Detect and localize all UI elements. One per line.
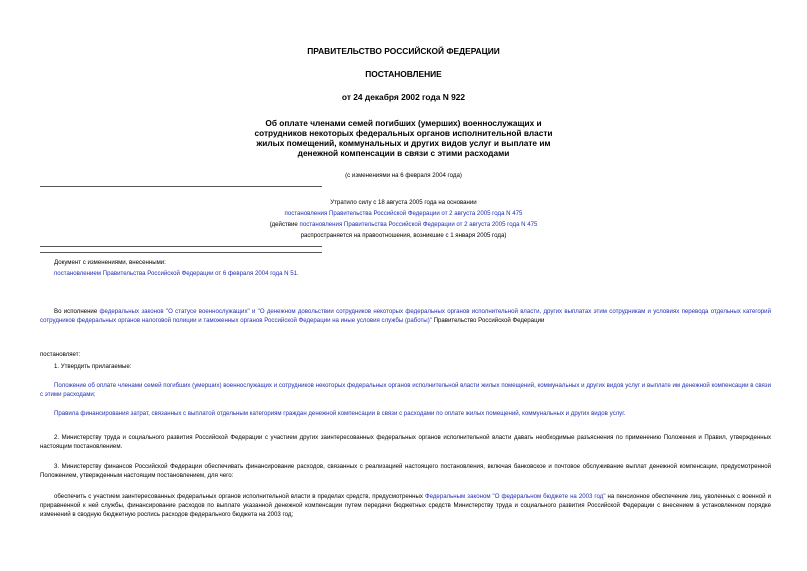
item-3: 3. Министерству финансов Российской Федерации обеспечивать финансирование расходов, связанных с реализацией настоящего постановления, включая банковское и почтовое обслуживание выплат денежной компенсации, предусмотренной Положением, утвержденным настоящим постановлением, для чего: <box>40 463 771 479</box>
approved-regulation-paragraph <box>40 381 771 399</box>
title-line: денежной компенсации в связи с этими расходами <box>297 148 510 158</box>
preamble-paragraph: Во исполнение федеральных законов "О статусе военнослужащих" и "О денежном довольствии сотрудников некоторых федеральных органов исполнительной власти, других выплатах этим сотрудникам и условиях перевода отдельных категорий сотрудников федеральных органов налоговой полиции и таможенных органов Российской Федерации на иные условия службы (работы)" Правительство Российской Федерации <box>40 308 771 324</box>
document-type: ПОСТАНОВЛЕНИЕ <box>365 69 442 79</box>
title-line: Об оплате членами семей погибших (умерших) военнослужащих и <box>265 118 542 128</box>
rules-link[interactable]: Правила финансирования затрат, связанных с выплатой отдельным категориям граждан денежной компенсации в связи с расходами по оплате жилых помещений, коммунальных и других видов услуг. <box>54 410 626 417</box>
amendments-label: Документ с изменениями, внесенными: <box>54 259 166 266</box>
document-title <box>200 118 607 158</box>
document-date-number: от 24 декабря 2002 года N 922 <box>341 92 466 102</box>
item-3-subparagraph: обеспечить с участием заинтересованных федеральных органов исполнительной власти в пределах средств, предусмотренных Федеральным законом "О федеральном бюджете на 2003 год" на пенсионное обеспечение лиц, уволенных с военной и приравненной к ней службы, финансирование расходов по выплате указанной денежной компенсации путем передачи бюджетных средств Министерству труда и социального развития Российской Федерации с внесением в установленном порядке изменений в сводную бюджетную роспись расходов федерального бюджета на 2003 год; <box>40 493 771 518</box>
title-line: сотрудников некоторых федеральных органов исполнительной власти <box>254 128 553 138</box>
item-1: 1. Утвердить прилагаемые: <box>54 363 132 370</box>
budget-law-link[interactable]: Федеральным законом "О федеральном бюджете на 2003 год" <box>424 493 606 500</box>
expiry-block <box>200 197 607 241</box>
expiry-action-line: (действие постановления Правительства Российской Федерации от 2 августа 2005 года N 475 <box>269 221 538 228</box>
item-2: 2. Министерству труда и социального развития Российской Федерации с участием других заинтересованных федеральных органов исполнительной власти давать необходимые разъяснения по применению Положения и Правил, утвержденных настоящим постановлением. <box>40 434 771 450</box>
decrees-line: постановляет: <box>40 351 81 358</box>
government-heading: ПРАВИТЕЛЬСТВО РОССИЙСКОЙ ФЕДЕРАЦИИ <box>307 46 500 56</box>
expiry-action-link[interactable]: постановления Правительства Российской Федерации от 2 августа 2005 года N 475 <box>299 221 538 228</box>
expiry-line: Утратило силу с 18 августа 2005 года на основании <box>330 199 477 206</box>
regulation-link[interactable]: Положение об оплате членами семей погибших (умерших) военнослужащих и сотрудников некоторых федеральных органов исполнительной власти жилых помещений, коммунальных и других видов услуг и выплате им денежной компенсации в связи с этими расходами; <box>40 382 771 398</box>
federal-laws-link[interactable]: федеральных законов "О статусе военнослужащих" и "О денежном довольствии сотрудников некоторых федеральных органов исполнительной власти, других выплатах этим сотрудникам и условиях перевода отдельных категорий сотрудников федеральных органов налоговой полиции и таможенных органов Российской Федерации на иные условия службы (работы)" <box>40 308 771 324</box>
expiry-decree-link[interactable]: постановления Правительства Российской Федерации от 2 августа 2005 года N 475 <box>284 210 523 217</box>
revision-note: (с изменениями на 6 февраля 2004 года) <box>345 172 462 179</box>
amendment-decree-link[interactable]: постановлением Правительства Российской Федерации от 6 февраля 2004 года N 51. <box>54 270 299 277</box>
divider <box>40 246 322 247</box>
expiry-scope-line: распространяется на правоотношения, возникшие с 1 января 2005 года) <box>300 232 507 239</box>
divider <box>40 252 322 253</box>
divider <box>40 186 322 187</box>
title-line: жилых помещений, коммунальных и других видов услуг и выплате им <box>256 138 551 148</box>
amendments-block <box>54 257 554 279</box>
approved-rules-paragraph <box>40 409 771 418</box>
